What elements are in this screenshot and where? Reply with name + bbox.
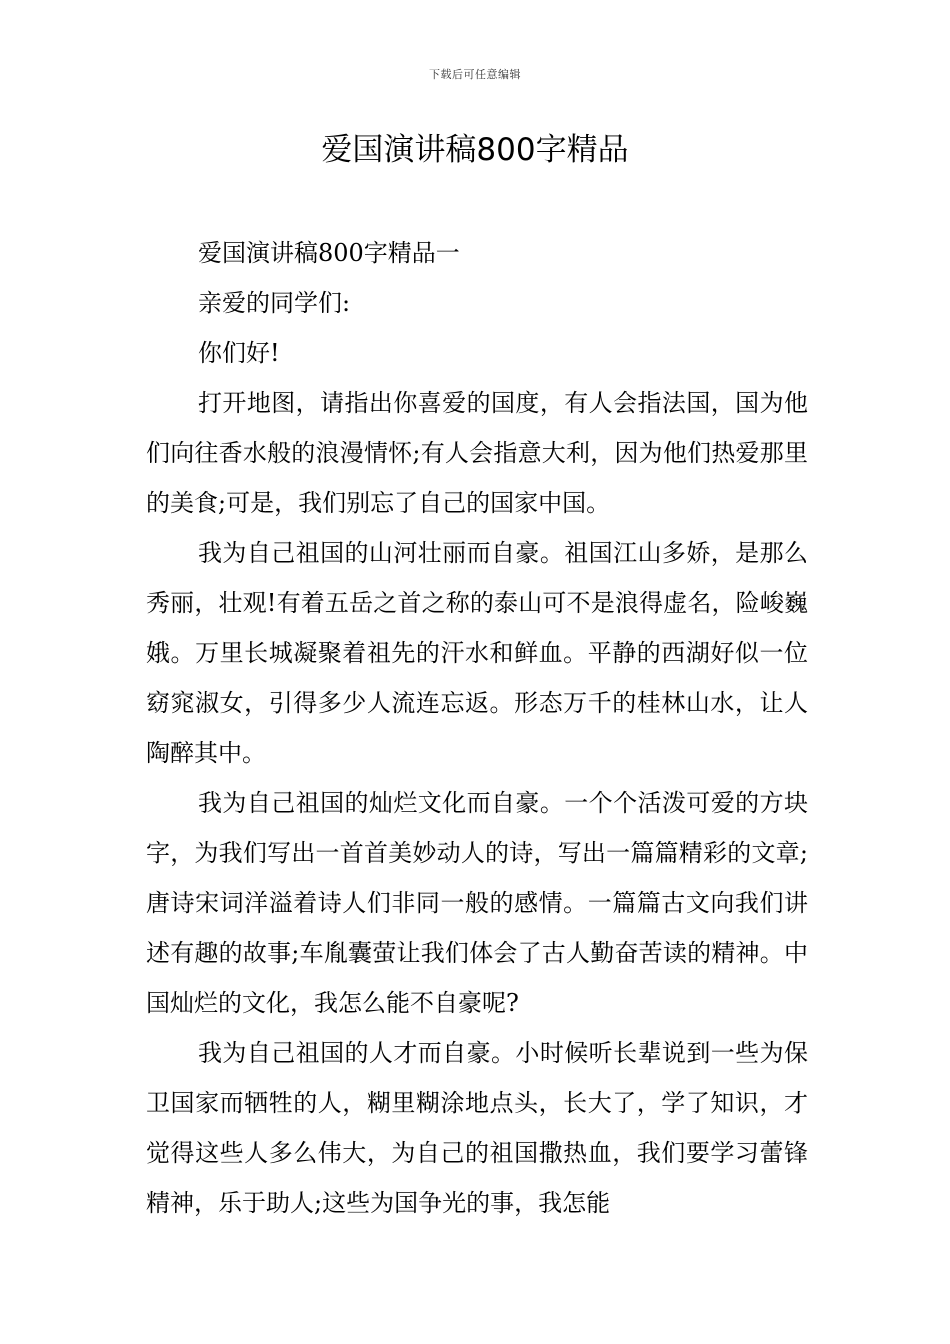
- paragraph: 我为自己祖国的山河壮丽而自豪。祖国江山多娇，是那么秀丽，壮观!有着五岳之首之称的泰山可不是浪得虚名，险峻巍娥。万里长城凝聚着祖先的汗水和鲜血。平静的西湖好似一位窈窕淑女，引得多少人流连忘返。形态万千的桂林山水，让人陶醉其中。: [146, 539, 808, 767]
- document-body: [146, 228, 808, 1228]
- document-title: 爱国演讲稿800字精品: [321, 132, 629, 168]
- paragraph: 我为自己祖国的人才而自豪。小时候听长辈说到一些为保卫国家而牺牲的人，糊里糊涂地点头，长大了，学了知识，才觉得这些人多么伟大，为自己的祖国撒热血，我们要学习蕾锋精神，乐于助人;这些为国争光的事，我怎能: [146, 1039, 808, 1217]
- paragraph: 你们好!: [198, 339, 280, 367]
- paragraph: 亲爱的同学们:: [198, 289, 351, 317]
- paragraph: 我为自己祖国的灿烂文化而自豪。一个个活泼可爱的方块字，为我们写出一首首美妙动人的诗，写出一篇篇精彩的文章;唐诗宋词洋溢着诗人们非同一般的感情。一篇篇古文向我们讲述有趣的故事;车胤囊萤让我们体会了古人勤奋苦读的精神。中国灿烂的文化，我怎么能不自豪呢?: [146, 789, 808, 1017]
- paragraph: 爱国演讲稿800字精品一: [198, 239, 460, 267]
- header-note: 下载后可任意编辑: [429, 68, 521, 81]
- paragraph: 打开地图，请指出你喜爱的国度，有人会指法国，国为他们向往香水般的浪漫情怀;有人会指意大利，因为他们热爱那里的美食;可是，我们别忘了自己的国家中国。: [146, 389, 808, 517]
